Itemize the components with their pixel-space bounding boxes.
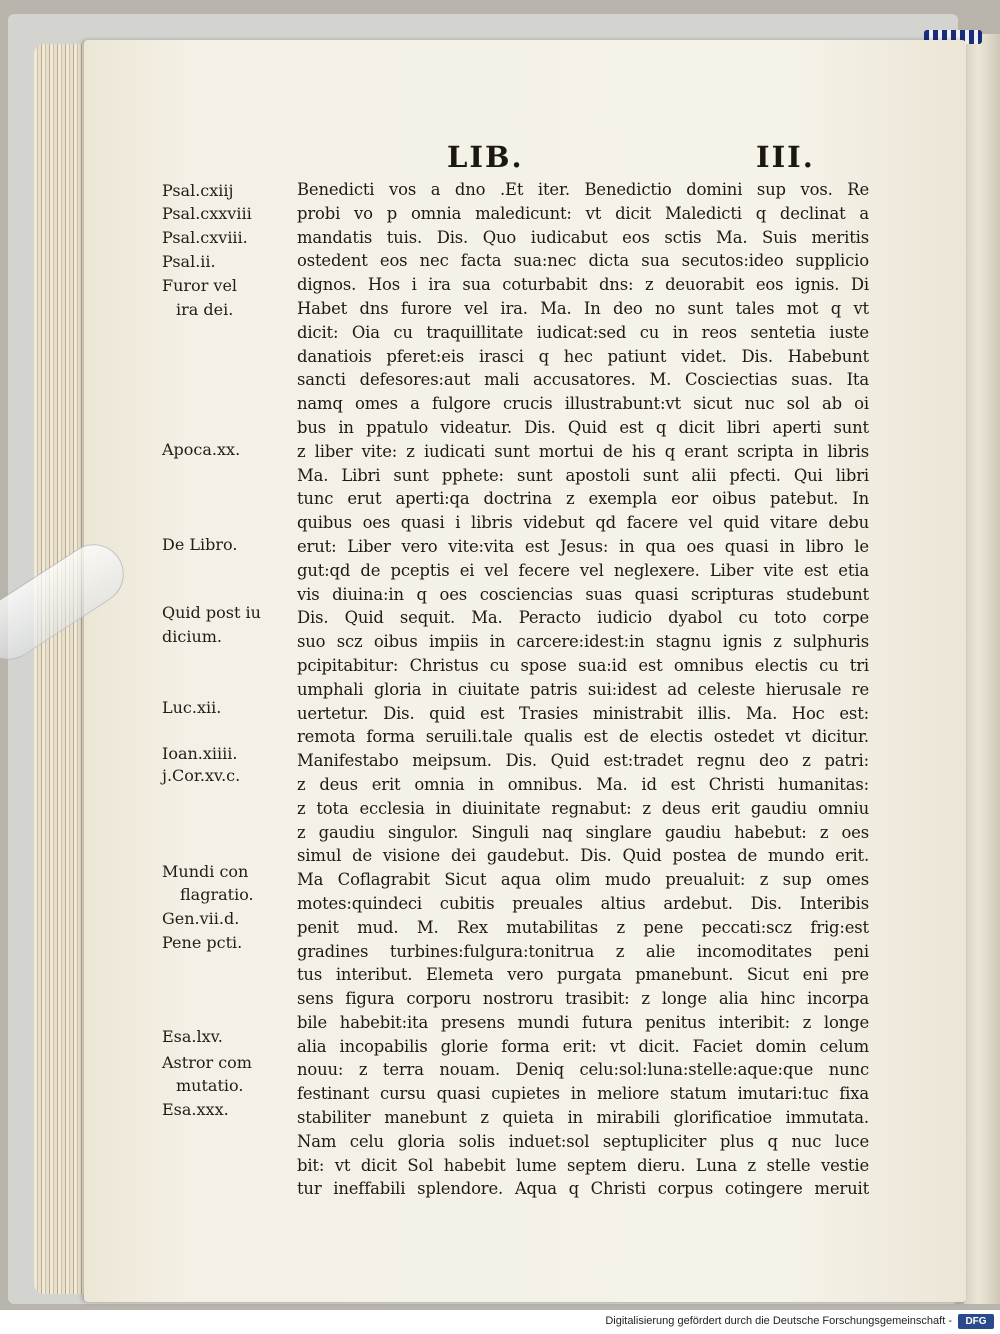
margin-note: Apoca.xx.: [162, 440, 241, 459]
text-line: alia incopabilis glorie forma erit: vt dicit. Faciet domin celum: [297, 1036, 869, 1056]
margin-note: dicium.: [162, 627, 222, 646]
text-line: Benedicti vos a dno .Et iter. Benedictio domini sup vos. Re: [297, 180, 869, 199]
text-line: ostedent eos nec facta sua:nec dicta sua secutos:ideo supplicio: [297, 251, 869, 271]
funding-credit: Digitalisierung gefördert durch die Deutsche Forschungsgemeinschaft -: [605, 1315, 952, 1327]
text-line: z gaudiu singulor. Singuli naq singlare gaudiu habebut: z oes: [297, 822, 869, 842]
text-line: uertetur. Dis. quid est Trasies ministrabit illis. Ma. Hoc est:: [297, 703, 869, 723]
running-head-right: III.: [756, 140, 815, 174]
margin-note: j.Cor.xv.c.: [162, 766, 241, 785]
margin-note: flagratio.: [180, 885, 254, 904]
text-line: Ma. Libri sunt pphete: sunt apostoli sunt alii pfecti. Qui libri: [297, 465, 869, 485]
margin-note: Mundi con: [162, 862, 249, 881]
margin-note: Psal.ii.: [162, 252, 216, 271]
text-line: dicit: Oia cu traquillitate iudicat:sed cu in reos sentetia iuste: [297, 322, 869, 342]
text-line: gut:qd de pceptis ei vel fecere vel neglexere. Liber vite est etia: [297, 560, 869, 580]
text-line: nouu: z terra nouam. Deniq celu:sol:luna:stelle:aque:que nunc: [297, 1060, 869, 1080]
text-line: namq omes a fulgore crucis illustrabunt:vt sicut nuc sol ab oi: [297, 394, 869, 414]
text-line: mandatis tuis. Dis. Quo iudicabut eos sctis Ma. Suis meritis: [297, 227, 869, 247]
text-line: dignos. Hos i ira sua coturbabit dns: z deuorabit eos ignis. Di: [297, 275, 869, 295]
text-line: motes:quindeci cubitis preuales altius ardebut. Dis. Interibis: [297, 893, 869, 913]
margin-note: Astror com: [162, 1053, 252, 1072]
margin-note: Furor vel: [162, 276, 238, 295]
text-line: festinant cursu quasi cupietes in meliore statum imutari:tuc fixa: [297, 1084, 869, 1104]
text-line: danatiois pferet:eis irasci q hec patiunt videt. Dis. Habebunt: [297, 346, 869, 366]
main-text-column: [297, 178, 869, 1201]
text-line: bile habebit:ita presens mundi futura penitus interibit: z longe: [297, 1012, 869, 1032]
text-line: probi vo p omnia maledicunt: vt dicit Maledicti q declinat a: [297, 203, 869, 223]
dfg-logo[interactable]: DFG: [958, 1314, 994, 1329]
margin-note: Quid post iu: [162, 603, 261, 622]
text-line: Manifestabo meipsum. Dis. Quid est:tradet regnu deo z patri:: [297, 751, 869, 771]
running-head-left: LIB.: [447, 140, 524, 174]
text-line: bus in ppatulo videatur. Dis. Quid est q dicit libri aperti sunt: [297, 417, 869, 437]
text-line: erut: Liber vero vite:vita est Jesus: in qua oes quasi in libro le: [297, 536, 869, 556]
digitization-footer: [0, 1310, 1000, 1334]
margin-note: Esa.lxv.: [162, 1027, 223, 1046]
margin-note: Psal.cxiij: [162, 181, 234, 200]
text-line: Ma Coflagrabit Sicut aqua olim mudo preualuit: z sup omes: [297, 870, 869, 890]
margin-note: Psal.cxviii.: [162, 228, 248, 247]
text-line: quibus oes quasi i libris videbut qd facere vel quid vitare debu: [297, 513, 869, 533]
text-line: simul de visione dei gaudebut. Dis. Quid postea de mundo erit.: [297, 846, 869, 866]
text-line: stabiliter manebunt z quieta in mirabili glorificatioe immutata.: [297, 1108, 869, 1128]
margin-note: De Libro.: [162, 535, 238, 554]
margin-note: Gen.vii.d.: [162, 909, 240, 928]
text-line: tur ineffabili splendore. Aqua q Christi corpus cotingere meruit: [297, 1179, 869, 1199]
margin-note: Psal.cxxviii: [162, 204, 252, 223]
text-line: penit mud. M. Rex mutabilitas z pene peccati:scz frig:est: [297, 917, 869, 937]
text-line: gradines turbines:fulgura:tonitrua z alie incomoditates peni: [297, 941, 869, 961]
margin-note: Luc.xii.: [162, 698, 222, 717]
text-line: Dis. Quid sequit. Ma. Peracto iudicio dyabol cu toto corpe: [297, 608, 869, 628]
text-line: umphali gloria in ciuitate patris sui:idest ad celeste hierusale re: [297, 679, 869, 699]
text-line: tunc erut aperti:qa doctrina z exempla eor oibus patebut. In: [297, 489, 869, 509]
text-line: Habet dns furore vel ira. Ma. In deo no sunt tales mot q vt: [297, 298, 869, 318]
text-line: z liber vite: z iudicati sunt mortui de his q erant scripta in libris: [297, 441, 869, 461]
text-line: Nam celu gloria solis induet:sol septupliciter plus q nuc luce: [297, 1131, 869, 1151]
text-line: vis diuina:in q oes cosciencias suas quasi scripturas studebunt: [297, 584, 869, 604]
facing-page-edge: [964, 34, 1000, 1304]
text-line: suo scz oibus impiis in carcere:idest:in stagnu ignis z sulphuris: [297, 632, 869, 652]
margin-note: Pene pcti.: [162, 933, 243, 952]
text-line: pcipitabitur: Christus cu spose sua:id est omnibus electis cu tri: [297, 655, 869, 675]
margin-note: Esa.xxx.: [162, 1100, 229, 1119]
text-line: tus interibut. Elemeta vero purgata pmanebunt. Sicut eni pre: [297, 965, 869, 985]
text-line: bit: vt dicit Sol habebit lume septem dieru. Luna z stelle vestie: [297, 1155, 869, 1175]
text-line: z deus erit omnia in omnibus. Ma. id est Christi humanitas:: [297, 774, 869, 794]
text-line: sens figura corporu nostroru trasibit: z longe alia hinc incorpa: [297, 989, 869, 1009]
margin-note: ira dei.: [176, 300, 234, 319]
text-line: z tota ecclesia in diuinitate regnabut: z deus erit gaudiu omniu: [297, 798, 869, 818]
text-line: sancti defesores:aut mali accusatores. M. Cosciectias suas. Ita: [297, 370, 869, 390]
text-line: remota forma seruili.tale qualis est de electis ostedet vt dicitur.: [297, 727, 869, 747]
margin-note: mutatio.: [176, 1076, 244, 1095]
margin-note: Ioan.xiiii.: [162, 744, 238, 763]
